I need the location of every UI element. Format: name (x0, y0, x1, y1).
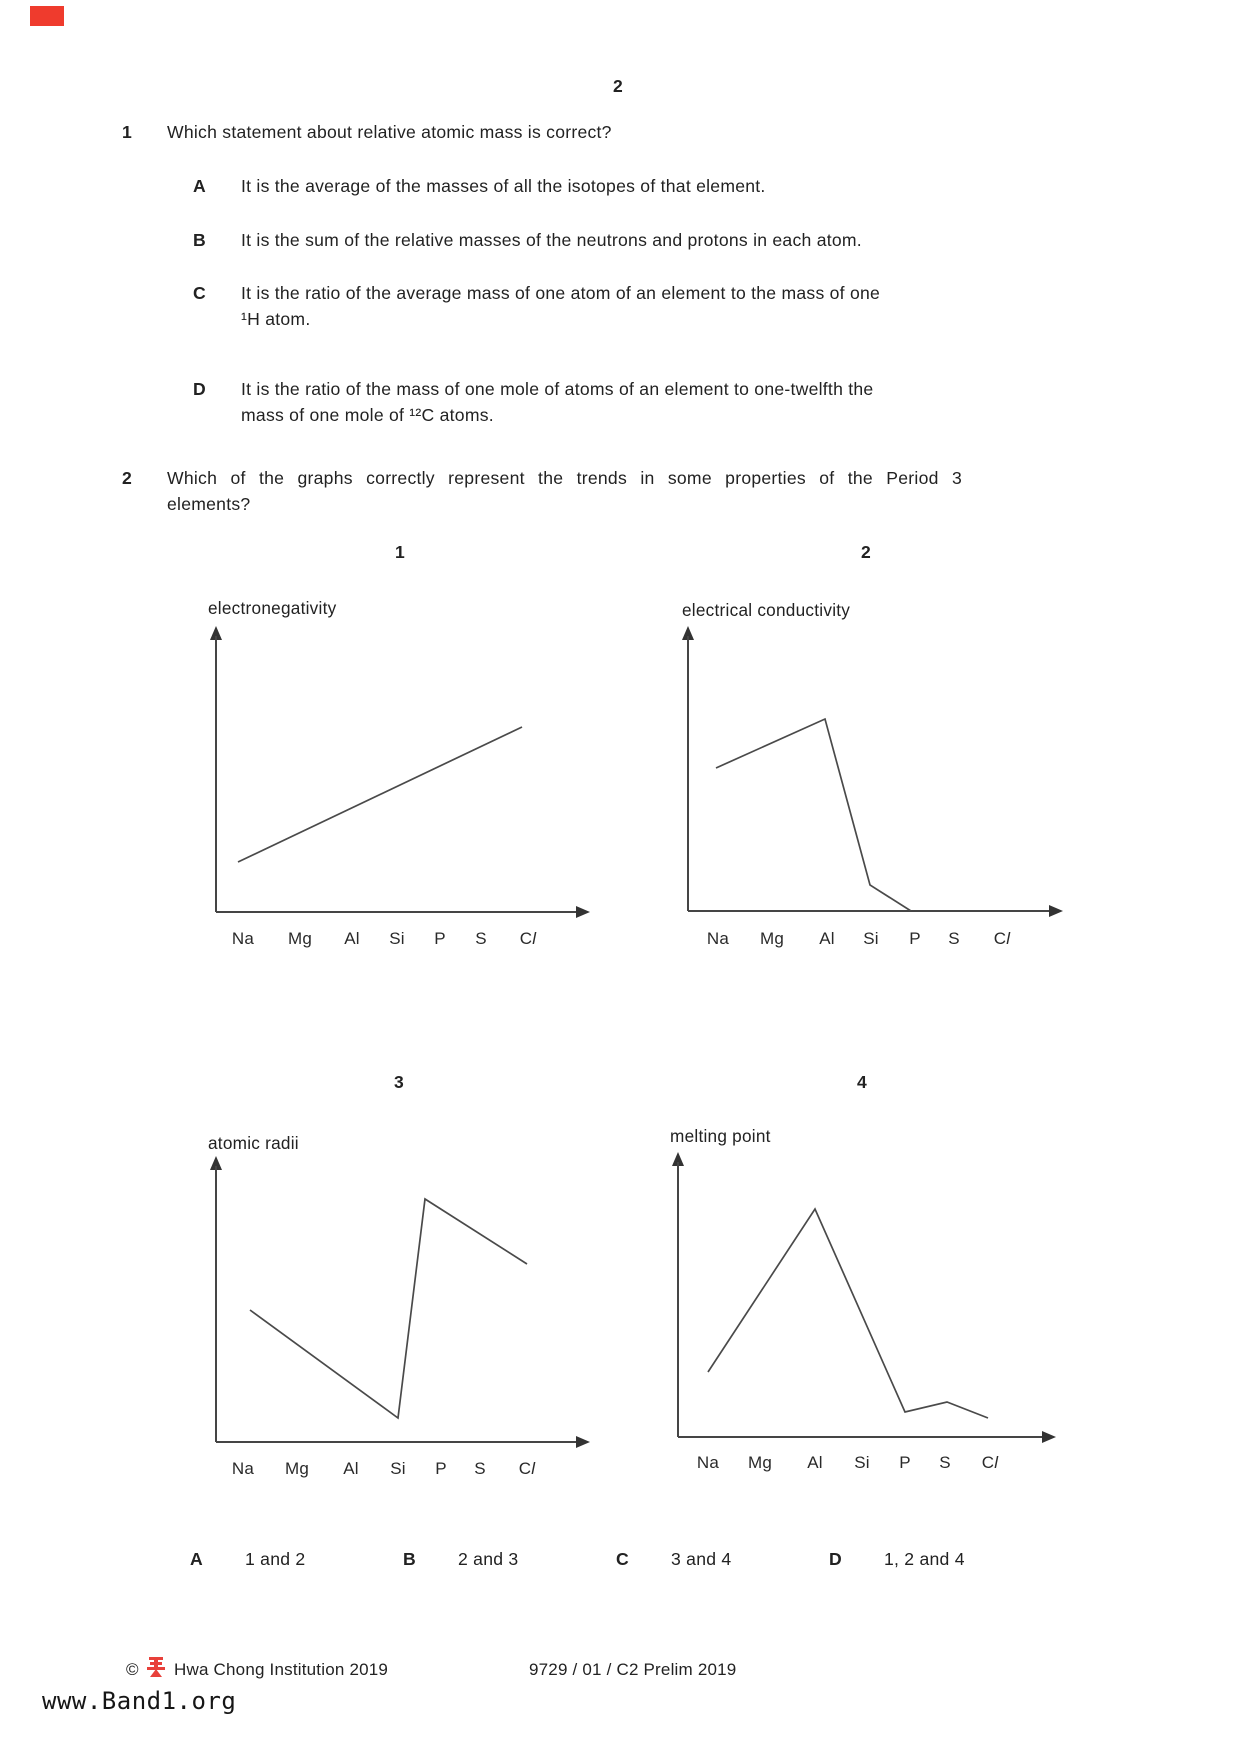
option-b-label: B (193, 230, 206, 250)
x-axis-label-cl: Cl (519, 929, 537, 948)
option-d-text-line1: It is the ratio of the mass of one mole of atoms of an element to one-twelfth the (241, 379, 874, 399)
x-axis-label-p: P (434, 929, 446, 948)
graph-3-atomic-radii (180, 1152, 610, 1482)
x-axis-label-s: S (474, 1459, 486, 1478)
option-b-text: It is the sum of the relative masses of the neutrons and protons in each atom. (241, 230, 862, 250)
graph-4-number: 4 (857, 1072, 867, 1092)
x-axis-label-p: P (435, 1459, 447, 1478)
x-axis-arrow-icon (1042, 1431, 1056, 1443)
answer-b-label: B (403, 1549, 416, 1569)
footer-institution: Hwa Chong Institution 2019 (174, 1660, 389, 1679)
question2-text-line2: elements? (167, 494, 251, 514)
x-axis-label-mg: Mg (284, 1459, 310, 1478)
question2-text-line1: Which of the graphs correctly represent the trends in some properties of the Period 3 (167, 468, 962, 488)
x-axis-arrow-icon (576, 906, 590, 918)
x-axis-label-cl: Cl (981, 1453, 999, 1472)
graph-2-number: 2 (861, 542, 871, 562)
x-axis-label-si: Si (854, 1453, 870, 1472)
trend-line (250, 1199, 527, 1418)
hwa-chong-emblem-icon (146, 1656, 166, 1678)
x-axis-arrow-icon (1049, 905, 1063, 917)
x-axis-label-na: Na (696, 1453, 720, 1472)
x-axis-label-na: Na (231, 1459, 255, 1478)
answer-d-text: 1, 2 and 4 (884, 1549, 965, 1569)
answer-d-label: D (829, 1549, 842, 1569)
copyright-symbol: © (126, 1660, 139, 1679)
option-c-text-line2: ¹H atom. (241, 309, 311, 329)
x-axis-arrow-icon (576, 1436, 590, 1448)
trend-line (708, 1209, 988, 1418)
trend-line (238, 727, 522, 862)
x-axis-label-s: S (948, 929, 960, 948)
question2-number: 2 (122, 468, 133, 488)
graph-4-title: melting point (670, 1126, 771, 1146)
band1-red-stamp (30, 6, 64, 26)
page-number: 2 (613, 76, 623, 96)
graph-1-electronegativity (180, 622, 610, 952)
question1-text: Which statement about relative atomic mass is correct? (167, 122, 612, 142)
trend-line (716, 719, 911, 911)
option-a-label: A (193, 176, 206, 196)
x-axis-label-p: P (909, 929, 921, 948)
x-axis-label-al: Al (344, 929, 360, 948)
footer-paper-code: 9729 / 01 / C2 Prelim 2019 (529, 1660, 737, 1679)
x-axis-label-mg: Mg (759, 929, 785, 948)
x-axis-label-cl: Cl (993, 929, 1011, 948)
option-d-text-line2: mass of one mole of ¹²C atoms. (241, 405, 494, 425)
x-axis-label-al: Al (807, 1453, 823, 1472)
answer-b-text: 2 and 3 (458, 1549, 519, 1569)
graph-4-melting-point (650, 1148, 1080, 1478)
x-axis-label-s: S (939, 1453, 951, 1472)
x-axis-label-na: Na (231, 929, 255, 948)
x-axis-label-mg: Mg (747, 1453, 773, 1472)
question1-number: 1 (122, 122, 133, 142)
graph-1-number: 1 (395, 542, 405, 562)
answer-c-label: C (616, 1549, 629, 1569)
option-c-text-line1: It is the ratio of the average mass of one atom of an element to the mass of one (241, 283, 881, 303)
graph-3-title: atomic radii (208, 1133, 299, 1153)
x-axis-label-na: Na (706, 929, 730, 948)
graph-2-title: electrical conductivity (682, 600, 851, 620)
graph-1-title: electronegativity (208, 598, 337, 618)
answer-c-text: 3 and 4 (671, 1549, 732, 1569)
option-a-text: It is the average of the masses of all the isotopes of that element. (241, 176, 766, 196)
option-c-label: C (193, 283, 206, 303)
x-axis-label-al: Al (819, 929, 835, 948)
x-axis-label-si: Si (390, 1459, 406, 1478)
band1-watermark: www.Band1.org (42, 1687, 237, 1715)
x-axis-label-s: S (475, 929, 487, 948)
x-axis-label-p: P (899, 1453, 911, 1472)
x-axis-label-al: Al (343, 1459, 359, 1478)
answer-a-label: A (190, 1549, 203, 1569)
x-axis-label-mg: Mg (287, 929, 313, 948)
x-axis-label-si: Si (389, 929, 405, 948)
graph-3-number: 3 (394, 1072, 404, 1092)
answer-a-text: 1 and 2 (245, 1549, 306, 1569)
x-axis-label-si: Si (863, 929, 879, 948)
graph-2-electrical-conductivity (650, 622, 1080, 952)
option-d-label: D (193, 379, 206, 399)
x-axis-label-cl: Cl (518, 1459, 536, 1478)
